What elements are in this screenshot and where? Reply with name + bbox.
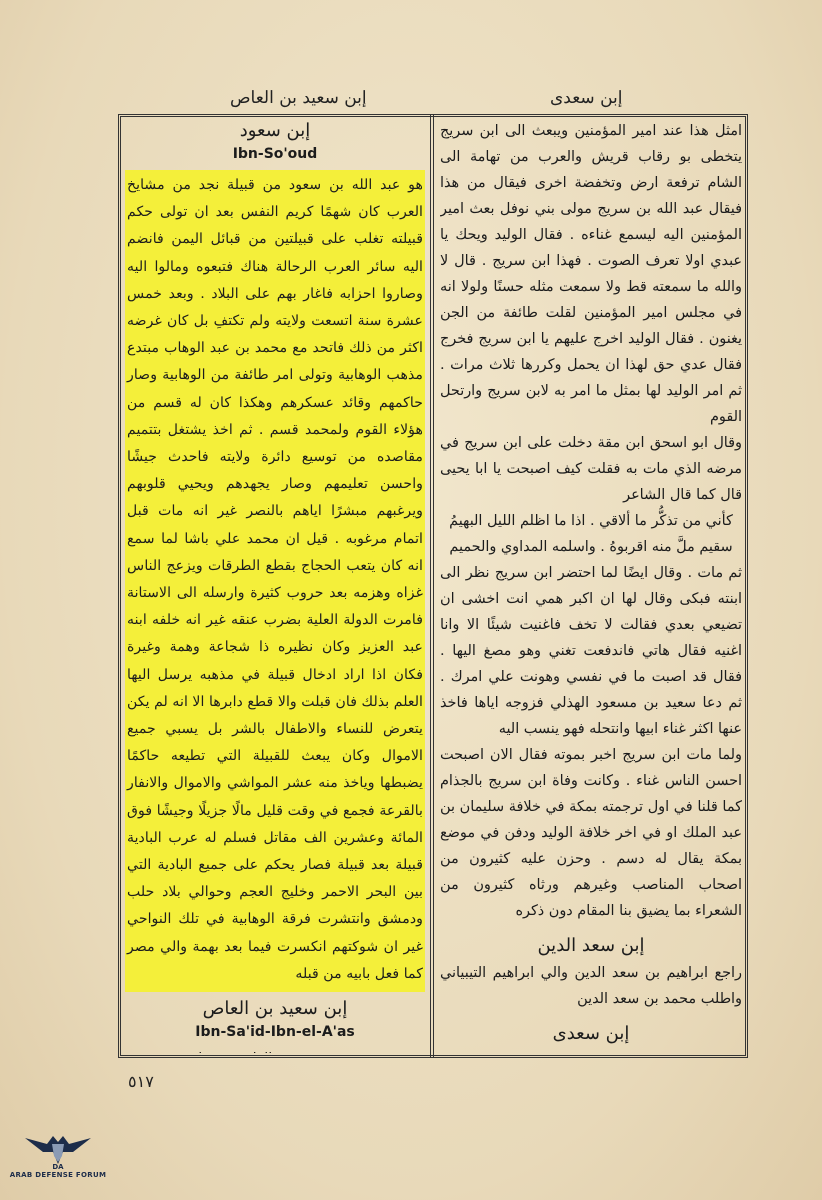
right-column [440, 118, 742, 1053]
eagle-emblem-icon [23, 1130, 93, 1170]
verse-line: كأني من تذكُّر ما ألاقي . اذا ما اظلم الليل البهيمُ [449, 513, 733, 529]
column-divider [430, 114, 434, 1058]
paragraph: ولما مات ابن سريج اخبر بموته فقال الان اصبحت احسن الناس غناء . وكانت وفاة ابن سريج بالجذام كما قلنا في اول ترجمته بمكة في خلافة سليمان بن عبد الملك او في اخر خلافة الوليد ودفن في موضع بمكة يقال له دسم . وحزن عليه كثيرون من اصحاب المناصب وغيرهم ورثاه كثيرون من الشعراء بما يضيق بنا المقام دون ذكره [440, 747, 742, 919]
page-number: ٥١٧ [128, 1072, 154, 1091]
cross-reference [440, 1048, 742, 1053]
paragraph: ثم مات . وقال ايضًا لما احتضر ابن سريج نظر الى ابنته فبكى وقال لها ان اكبر همي انت اخشى ان تضيعي بعدي فقالت لا تخف فاغنيت شيئًا الا وانا اغنيه فقال هاتي فاندفعت تغني وهو مصغ اليها . فقال قد اصبت ما في نفسي وهونت علي امرك . ثم دعا سعيد بن مسعود الهذلي فزوجه اياها فاخذ عنها اكثر غناء ابيها وانتحله فهو ينسب اليه [440, 565, 742, 737]
entry-heading-ibn-saud: إبن سعود [239, 120, 311, 141]
logo-initials: DA [52, 1163, 64, 1170]
cross-reference: راجع ابراهيم بن سعد الدين والي ابراهيم التيبياني واطلب محمد بن سعد الدين [440, 965, 742, 1007]
paragraph: امثل هذا عند امير المؤمنين ويبعث الى ابن سريج يتخطى بو رقاب قريش والعرب من تهامة الى الشام ترفعة ارض وتخفضة اخرى فيقال من هذا فيقال عبد الله بن سريج مولى بني نوفل بعث امير المؤمنين اليه ليسمع غناءه . فقال الوليد ويحك يا عبدي اولا تعرف الصوت . فهذا ابن سريج . قال لا والله ما سمعته قط ولا سمعت مثله حسنًا ولولا انه في مجلس امير المؤمنين لقلت طائفة من الجن يغنون . فقال الوليد اخرج عليهم يا ابن سريج فخرج فقال عدي حق لهذا ان يحمل وكررها ثلاث مرات . ثم امر الوليد لها بمثل ما امر به لابن سريج وارتحل القوم [440, 123, 742, 425]
logo-text: ARAB DEFENSE FORUM [9, 1171, 107, 1179]
running-head-left: إبن سعيد بن العاص [230, 88, 367, 108]
running-head-right: إبن سعدى [550, 88, 623, 108]
highlighted-passage [125, 170, 425, 992]
verse-line: سقيم ملَّ منه اقربوهُ . واسلمه المداوي والحميم [449, 539, 733, 555]
entry-heading-ibn-said-latin: Ibn-Sa'id-Ibn-el-A'as [195, 1024, 355, 1041]
entry-heading-ibn-saadi: إبن سعدى [552, 1023, 630, 1044]
entry-heading-ibn-saud-latin: Ibn-So'oud [232, 146, 318, 162]
left-column [125, 118, 425, 1053]
entry-text-ibn-saud: هو عبد الله بن سعود من قبيلة نجد من مشايخ العرب كان شهمًا كريم النفس بعد ان تولى حكم قبيلته تغلب على قبيلتين من قبائل اليمن فانضم اليه سائر العرب الرحالة هناك فتبعوه ومالوا اليه وصاروا احزابه فاغار بهم على البلاد . وبعد خمس عشرة سنة اتسعت ولايته ولم تكتفِ بل كان غرضه اكثر من ذلك فاتحد مع محمد بن عبد الوهاب مبتدع مذهب الوهابية وتولى امر طائفة من الوهابية وصار حاكمهم وقائد عسكرهم وهكذا كان له قسم من هؤلاء القوم ولمحمد قسم . ثم اخذ يشتغل بتتميم مقاصده من توسيع دائرة ولايته فاحدث جيشًا واحسن تعليمهم وصار يجهدهم ويحيي قلوبهم ويرغبهم مبشرًا اياهم بالنصر غير انه مات قبل اتمام مرغوبه . قيل ان محمد علي باشا لما سمع انه كان يتعب الحجاج بقطع الطرقات ويزعج الناس غزاه وهزمه بعد حروب كثيرة وارسله الى الاستانة فامرت الدولة العلية بضرب عنقه غير انه خلفه ابنه عبد العزيز وكان نظيره ذا شجاعة وهمة وغيرة فكان اذا اراد ادخال قبيلة في مذهبه يرسل اليها العلم بذلك فان قبلت والا قطع دابرها الا انه لم يكن يتعرض للنساء والاطفال بالشر بل يسبي جميع الاموال وكان يبعث للقبيلة التي تطيعه حاكمًا يضبطها وياخذ منه عشر المواشي والاموال والانفار بالقرعة فجمع في وقت قليل مالًا جزيلًا وجيشًا فوق المائة وعشرين الف مقاتل فسلم له عرب البادية قبيلة بعد قبيلة فصار يحكم على جميع البادية التي بين البحر الاحمر وخليج العجم وحوالي بلاد حلب ودمشق وانتشرت فرقة الوهابية في تلك النواحي غير ان شوكتهم انكسرت فيما بعد بهمة والي مصر كما فعل بابيه من قبله [127, 177, 423, 982]
paragraph: وقال ابو اسحق ابن مقة دخلت على ابن سريج في مرضه الذي مات به فقلت كيف اصبحت يا ابا يحيى قال كما قال الشاعر [440, 435, 742, 503]
forum-logo [8, 1130, 108, 1192]
entry-heading-ibn-said: إبن سعيد بن العاص [202, 998, 348, 1020]
entry-heading-ibn-saad-al-din: إبن سعد الدين [537, 935, 645, 956]
entry-text-ibn-said [125, 1046, 425, 1053]
